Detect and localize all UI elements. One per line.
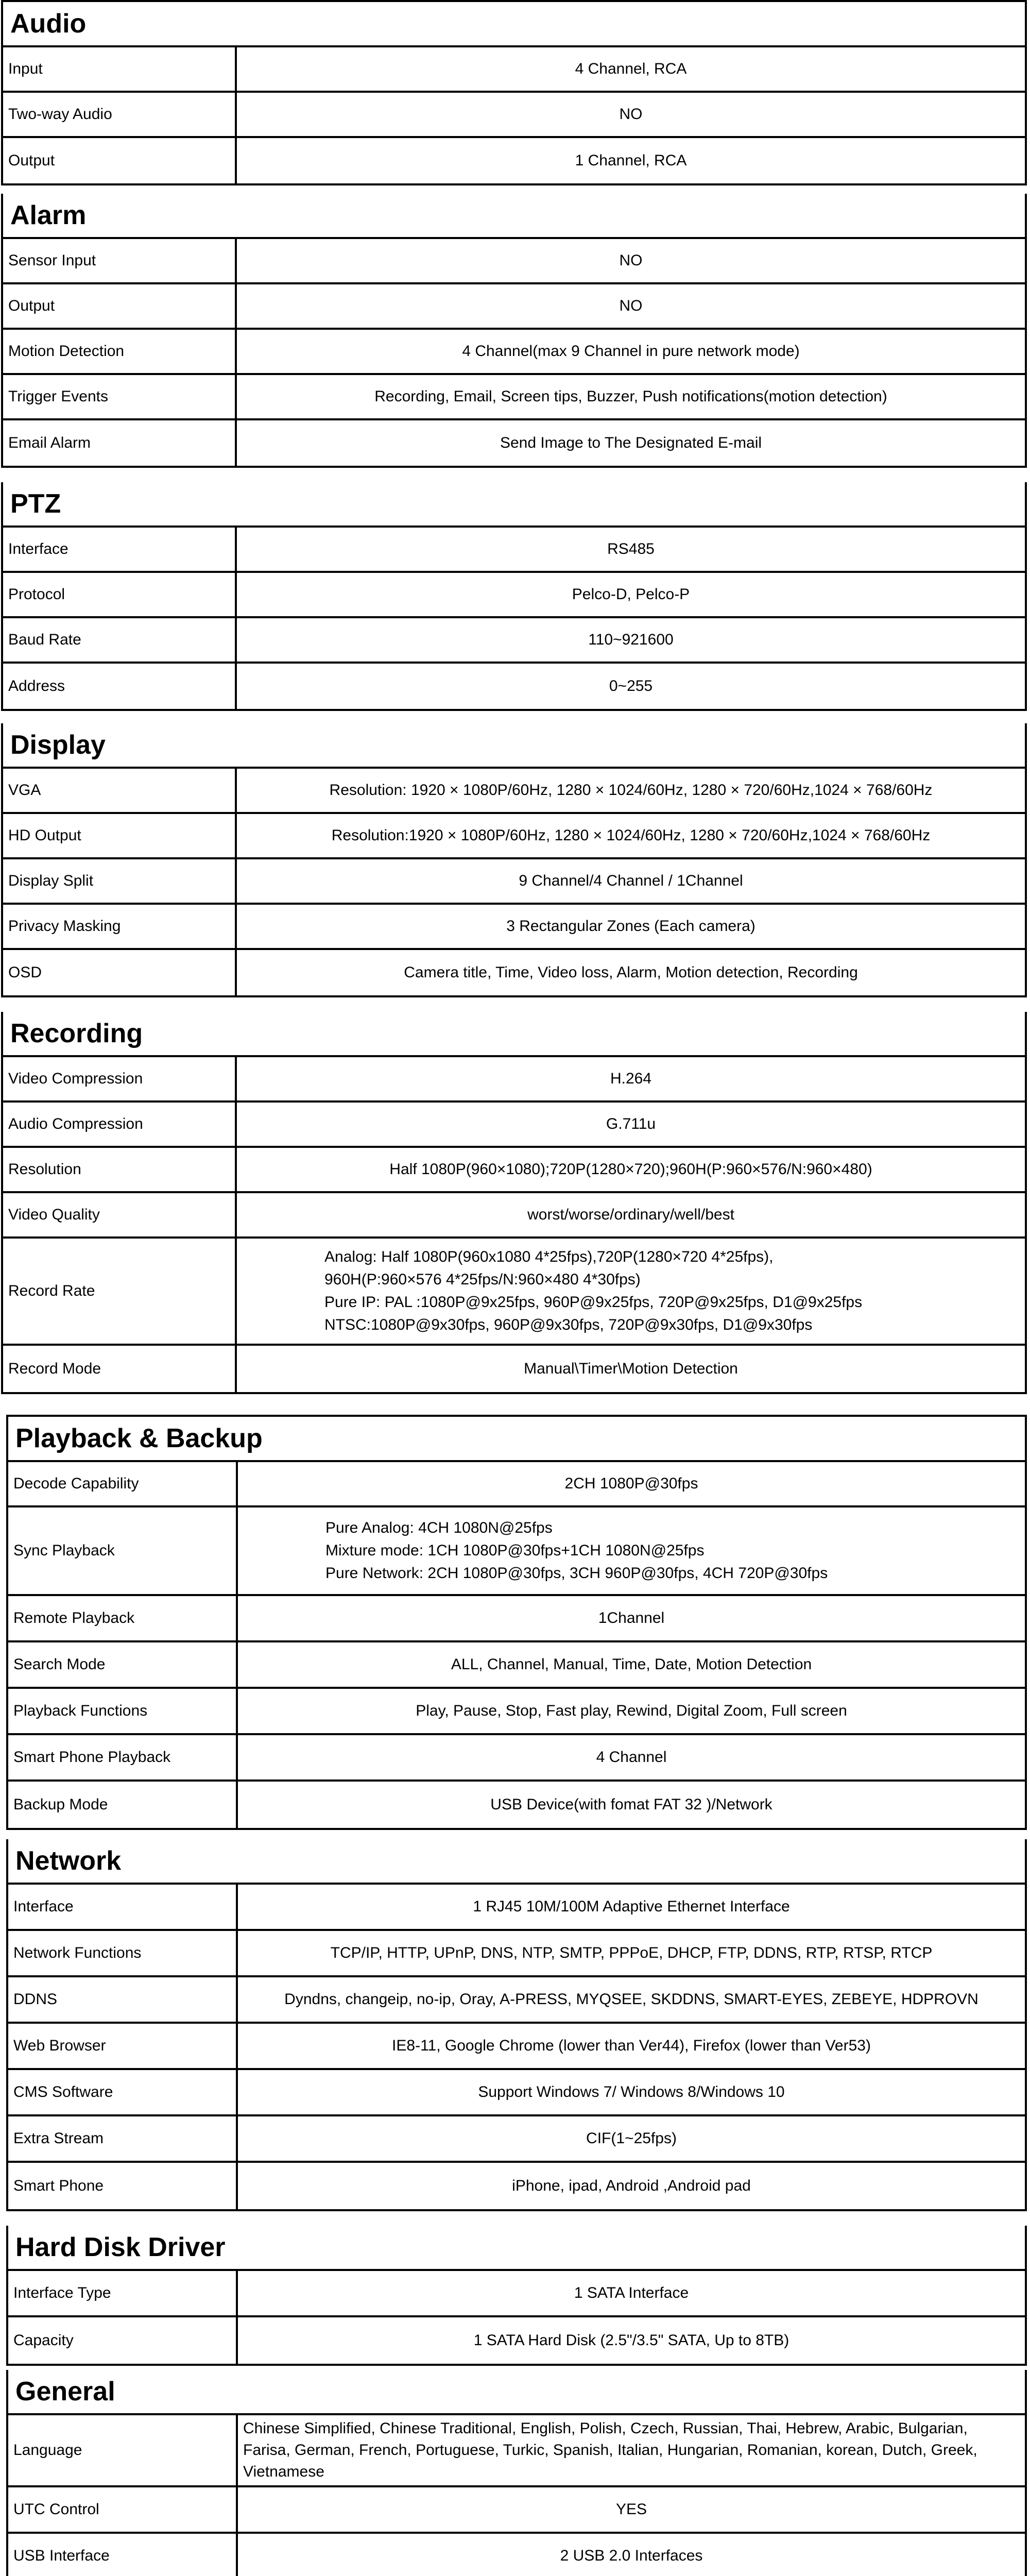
spec-value: Pelco-D, Pelco-P [572, 586, 690, 603]
spec-value: YES [615, 2501, 647, 2518]
spec-label: Smart Phone Playback [8, 1735, 238, 1780]
section-title: Alarm [3, 194, 1025, 239]
spec-row [3, 618, 1025, 664]
section-network [6, 1839, 1027, 2211]
spec-row [3, 573, 1025, 618]
section-display [1, 723, 1027, 997]
spec-row [3, 420, 1025, 466]
spec-row [8, 2070, 1025, 2116]
spec-label: Output [3, 284, 237, 328]
spec-label: Web Browser [8, 2024, 238, 2068]
spec-label: Search Mode [8, 1642, 238, 1687]
spec-label: HD Output [3, 814, 237, 857]
spec-row [3, 859, 1025, 905]
spec-label: Motion Detection [3, 330, 237, 373]
spec-value: 2 USB 2.0 Interfaces [560, 2547, 703, 2564]
spec-value: RS485 [607, 540, 655, 557]
spec-row [8, 2163, 1025, 2209]
spec-label: Backup Mode [8, 1782, 238, 1828]
spec-value [238, 1507, 1025, 1594]
spec-label: Interface [8, 1885, 238, 1929]
spec-label: Remote Playback [8, 1596, 238, 1640]
spec-value: 0~255 [609, 677, 653, 694]
section-title: PTZ [3, 482, 1025, 528]
spec-row [3, 375, 1025, 420]
spec-value: Dyndns, changeip, no-ip, Oray, A-PRESS, MYQSEE, SKDDNS, SMART-EYES, ZEBEYE, HDPROVN [284, 1991, 978, 2008]
section-general [6, 2370, 1027, 2576]
spec-value: 3 Rectangular Zones (Each camera) [506, 918, 756, 935]
spec-label: OSD [3, 950, 237, 995]
section-alarm [1, 194, 1027, 468]
spec-label: Interface [3, 528, 237, 571]
spec-value: Recording, Email, Screen tips, Buzzer, Push notifications(motion detection) [374, 388, 887, 405]
spec-value: Half 1080P(960×1080);720P(1280×720);960H(P:960×576/N:960×480) [389, 1161, 872, 1178]
spec-label: UTC Control [8, 2487, 238, 2532]
spec-value: 4 Channel [596, 1749, 667, 1766]
section-title: Hard Disk Driver [8, 2226, 1025, 2271]
spec-value: Support Windows 7/ Windows 8/Windows 10 [478, 2083, 785, 2100]
spec-row [8, 1689, 1025, 1735]
spec-value: 4 Channel(max 9 Channel in pure network mode) [462, 343, 800, 360]
spec-label: VGA [3, 769, 237, 812]
spec-row [3, 1148, 1025, 1193]
section-ptz [1, 482, 1027, 711]
spec-value: Camera title, Time, Video loss, Alarm, Motion detection, Recording [404, 964, 858, 981]
spec-label: CMS Software [8, 2070, 238, 2114]
spec-row [8, 2487, 1025, 2534]
spec-row [8, 2415, 1025, 2487]
spec-row [8, 1782, 1025, 1828]
spec-value-line: Pure Network: 2CH 1080P@30fps, 3CH 960P@30fps, 4CH 720P@30fps [325, 1565, 828, 1582]
section-playback-backup [6, 1415, 1027, 1830]
spec-row [3, 950, 1025, 995]
spec-label: DDNS [8, 1977, 238, 2022]
spec-value: G.711u [606, 1115, 656, 1132]
section-title: General [8, 2370, 1025, 2415]
spec-row [3, 47, 1025, 93]
spec-row [3, 138, 1025, 183]
spec-label: Sensor Input [3, 239, 237, 282]
spec-value: Play, Pause, Stop, Fast play, Rewind, Digital Zoom, Full screen [416, 1702, 847, 1719]
spec-label: Record Rate [3, 1239, 237, 1344]
spec-label: Video Quality [3, 1193, 237, 1236]
spec-label: Resolution [3, 1148, 237, 1191]
spec-row [8, 1596, 1025, 1642]
spec-value: 1 SATA Hard Disk (2.5"/3.5" SATA, Up to 8TB) [473, 2332, 789, 2349]
spec-label: Two-way Audio [3, 93, 237, 136]
section-title: Display [3, 723, 1025, 769]
spec-value: 1 Channel, RCA [575, 152, 687, 169]
spec-label: Protocol [3, 573, 237, 616]
spec-label: Extra Stream [8, 2116, 238, 2161]
spec-row [8, 1462, 1025, 1507]
spec-value: worst/worse/ordinary/well/best [527, 1206, 734, 1223]
spec-row [8, 1507, 1025, 1596]
spec-value-line: Analog: Half 1080P(960x1080 4*25fps),720P(1280×720 4*25fps), [324, 1248, 774, 1265]
spec-value-line: Vietnamese [243, 2463, 324, 2480]
spec-row [8, 1977, 1025, 2024]
spec-row [3, 1193, 1025, 1239]
spec-row [8, 2116, 1025, 2163]
spec-row [8, 1642, 1025, 1689]
spec-value: NO [619, 297, 643, 314]
spec-row [3, 239, 1025, 284]
spec-row [8, 2534, 1025, 2576]
spec-value-line: Pure IP: PAL :1080P@9x25fps, 960P@9x25fps, 720P@9x25fps, D1@9x25fps [324, 1294, 863, 1311]
spec-label: Sync Playback [8, 1507, 238, 1594]
section-recording [1, 1012, 1027, 1394]
section-audio [1, 0, 1027, 185]
spec-label: Trigger Events [3, 375, 237, 418]
spec-value: CIF(1~25fps) [586, 2130, 677, 2147]
spec-value: 1 RJ45 10M/100M Adaptive Ethernet Interface [473, 1898, 790, 1915]
spec-value-line: Pure Analog: 4CH 1080N@25fps [325, 1519, 553, 1536]
spec-label: Capacity [8, 2317, 238, 2364]
spec-value: 1 SATA Interface [574, 2284, 689, 2301]
spec-value-line: NTSC:1080P@9x30fps, 960P@9x30fps, 720P@9x30fps, D1@9x30fps [324, 1316, 813, 1333]
spec-row [8, 2317, 1025, 2364]
spec-value: Resolution: 1920 × 1080P/60Hz, 1280 × 1024/60Hz, 1280 × 720/60Hz,1024 × 768/60Hz [329, 782, 933, 799]
spec-value: 4 Channel, RCA [575, 60, 687, 77]
spec-label: Email Alarm [3, 420, 237, 466]
spec-value [238, 2415, 1025, 2485]
spec-label: Audio Compression [3, 1103, 237, 1146]
spec-row [3, 1103, 1025, 1148]
spec-row [8, 1735, 1025, 1782]
spec-label: Decode Capability [8, 1462, 238, 1505]
section-title: Network [8, 1839, 1025, 1885]
spec-value-line: Mixture mode: 1CH 1080P@30fps+1CH 1080N@25fps [325, 1542, 705, 1559]
spec-label: Network Functions [8, 1931, 238, 1975]
section-hard-disk-driver [6, 2226, 1027, 2366]
spec-value: Send Image to The Designated E-mail [500, 434, 762, 451]
spec-row [3, 664, 1025, 709]
spec-label: Interface Type [8, 2271, 238, 2315]
spec-row [3, 1057, 1025, 1103]
spec-row [3, 814, 1025, 859]
spec-value: 2CH 1080P@30fps [564, 1475, 698, 1492]
spec-value: H.264 [610, 1070, 652, 1087]
spec-value: iPhone, ipad, Android ,Android pad [512, 2177, 751, 2194]
section-title: Recording [3, 1012, 1025, 1057]
spec-row [8, 1885, 1025, 1931]
spec-label: Smart Phone [8, 2163, 238, 2209]
spec-label: Output [3, 138, 237, 183]
spec-label: Baud Rate [3, 618, 237, 662]
spec-value-line: 960H(P:960×576 4*25fps/N:960×480 4*30fps) [324, 1271, 641, 1288]
spec-row [8, 1931, 1025, 1977]
spec-value: NO [619, 106, 643, 123]
spec-value: 1Channel [598, 1609, 665, 1626]
section-title: Playback & Backup [8, 1417, 1025, 1462]
spec-row [3, 284, 1025, 330]
spec-label: Video Compression [3, 1057, 237, 1100]
spec-label: Privacy Masking [3, 905, 237, 948]
spec-value: TCP/IP, HTTP, UPnP, DNS, NTP, SMTP, PPPoE, DHCP, FTP, DDNS, RTP, RTSP, RTCP [330, 1944, 933, 1961]
spec-label: Address [3, 664, 237, 709]
spec-label: USB Interface [8, 2534, 238, 2576]
spec-value: Manual\Timer\Motion Detection [524, 1360, 738, 1377]
spec-value-line: Chinese Simplified, Chinese Traditional, English, Polish, Czech, Russian, Thai, Hebrew, Arabic, Bulgarian, [243, 2420, 968, 2437]
spec-label: Display Split [3, 859, 237, 903]
spec-value: 110~921600 [588, 631, 674, 648]
spec-value: ALL, Channel, Manual, Time, Date, Motion Detection [451, 1656, 812, 1673]
spec-row [8, 2271, 1025, 2317]
spec-row [3, 769, 1025, 814]
spec-row [3, 905, 1025, 950]
spec-value: Resolution:1920 × 1080P/60Hz, 1280 × 1024/60Hz, 1280 × 720/60Hz,1024 × 768/60Hz [331, 827, 931, 844]
spec-label: Input [3, 47, 237, 91]
spec-value: IE8-11, Google Chrome (lower than Ver44), Firefox (lower than Ver53) [392, 2037, 871, 2054]
spec-value-line: Farisa, German, French, Portuguese, Turkic, Spanish, Italian, Hungarian, Romanian, korean, Dutch, Greek, [243, 2442, 977, 2459]
spec-value: 9 Channel/4 Channel / 1Channel [519, 872, 743, 889]
spec-row [8, 2024, 1025, 2070]
spec-row [3, 1346, 1025, 1392]
spec-row [3, 330, 1025, 375]
spec-value [237, 1239, 1025, 1344]
spec-row [3, 1239, 1025, 1346]
spec-label: Playback Functions [8, 1689, 238, 1733]
spec-value: USB Device(with fomat FAT 32 )/Network [490, 1796, 772, 1813]
section-title: Audio [3, 2, 1025, 47]
spec-value: NO [619, 252, 643, 269]
spec-row [3, 528, 1025, 573]
spec-label: Language [8, 2415, 238, 2485]
spec-row [3, 93, 1025, 138]
spec-label: Record Mode [3, 1346, 237, 1392]
